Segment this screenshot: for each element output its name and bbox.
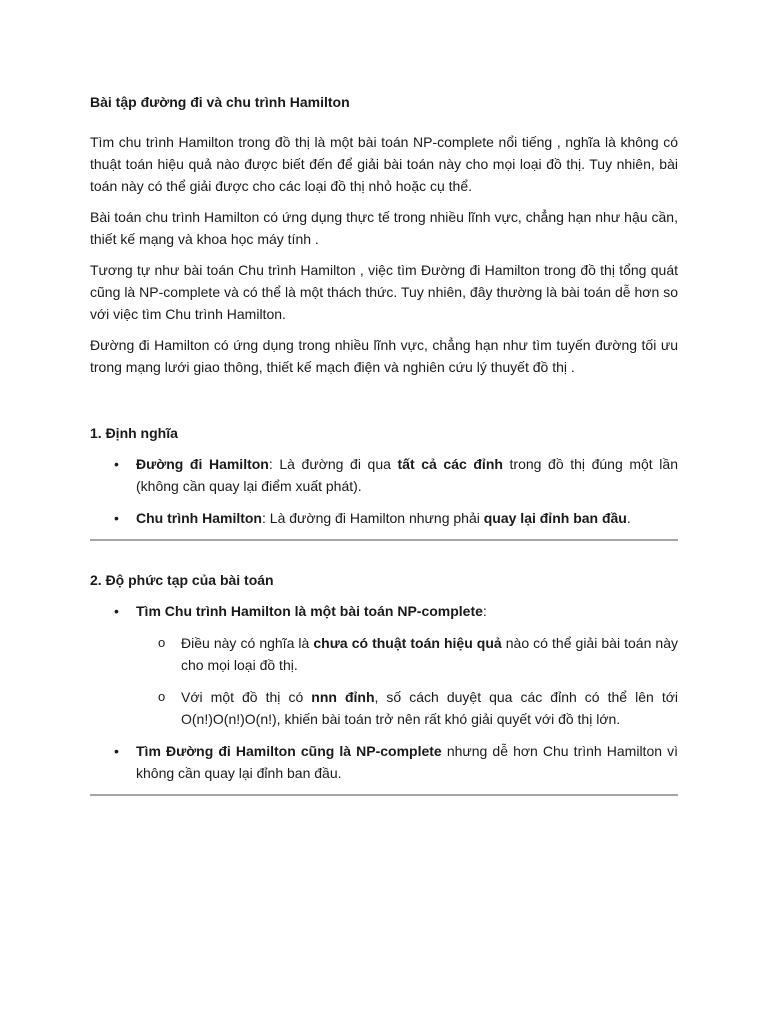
list-item: • Tìm Chu trình Hamilton là một bài toán NP-complete: o Điều này có nghĩa là chưa có thuật toán hiệu quả nào có thể giải bài toán này cho mọi loại đồ thị. o Với một đồ thị có nnn đỉnh, số cách duyệt qua các đỉnh có thể lên tới O(n!)O(n!)O(n!), khiến bài toán trở nên rất khó giải quyết với đồ thị lớn. [90,600,678,730]
horizontal-divider [90,794,678,796]
section-heading-complexity: 2. Độ phức tạp của bài toán [90,572,274,588]
list-item: • Tìm Đường đi Hamilton cũng là NP-complete nhưng dễ hơn Chu trình Hamilton vì không cần quay lại đỉnh ban đầu. [90,740,678,784]
term-hamilton-path: Đường đi Hamilton [136,456,269,472]
intro-paragraph-3: Tương tự như bài toán Chu trình Hamilton , việc tìm Đường đi Hamilton trong đồ thị tổng quát cũng là NP-complete và có thể là một thách thức. Tuy nhiên, đây thường là bài toán dễ hơn so với việc tìm Chu trình Hamilton. [90,262,678,322]
document-title: Bài tập đường đi và chu trình Hamilton [90,94,350,110]
complexity-list [90,600,678,784]
sub-list-item: o Điều này có nghĩa là chưa có thuật toán hiệu quả nào có thể giải bài toán này cho mọi loại đồ thị. [136,632,678,676]
intro-paragraph-4: Đường đi Hamilton có ứng dụng trong nhiều lĩnh vực, chẳng hạn như tìm tuyến đường tối ưu trong mạng lưới giao thông, thiết kế mạch điện và nghiên cứu lý thuyết đồ thị . [90,337,678,375]
intro-paragraph-2: Bài toán chu trình Hamilton có ứng dụng thực tế trong nhiều lĩnh vực, chẳng hạn như hậu cần, thiết kế mạng và khoa học máy tính . [90,209,678,247]
definition-list [90,453,678,529]
section-heading-definition: 1. Định nghĩa [90,425,178,441]
term-hamilton-cycle: Chu trình Hamilton [136,510,262,526]
list-item: • Chu trình Hamilton: Là đường đi Hamilton nhưng phải quay lại đỉnh ban đầu. [90,507,678,529]
sub-list [136,632,678,730]
document-content [90,91,678,796]
intro-paragraph-1: Tìm chu trình Hamilton trong đồ thị là một bài toán NP-complete nổi tiếng , nghĩa là không có thuật toán hiệu quả nào được biết đến để giải bài toán này cho mọi loại đồ thị. Tuy nhiên, bài toán này có thể giải được cho các loại đồ thị nhỏ hoặc cụ thể. [90,134,678,194]
list-item: • Đường đi Hamilton: Là đường đi qua tất cả các đỉnh trong đồ thị đúng một lần (không cần quay lại điểm xuất phát). [90,453,678,497]
sub-list-item: o Với một đồ thị có nnn đỉnh, số cách duyệt qua các đỉnh có thể lên tới O(n!)O(n!)O(n!), khiến bài toán trở nên rất khó giải quyết với đồ thị lớn. [136,686,678,730]
